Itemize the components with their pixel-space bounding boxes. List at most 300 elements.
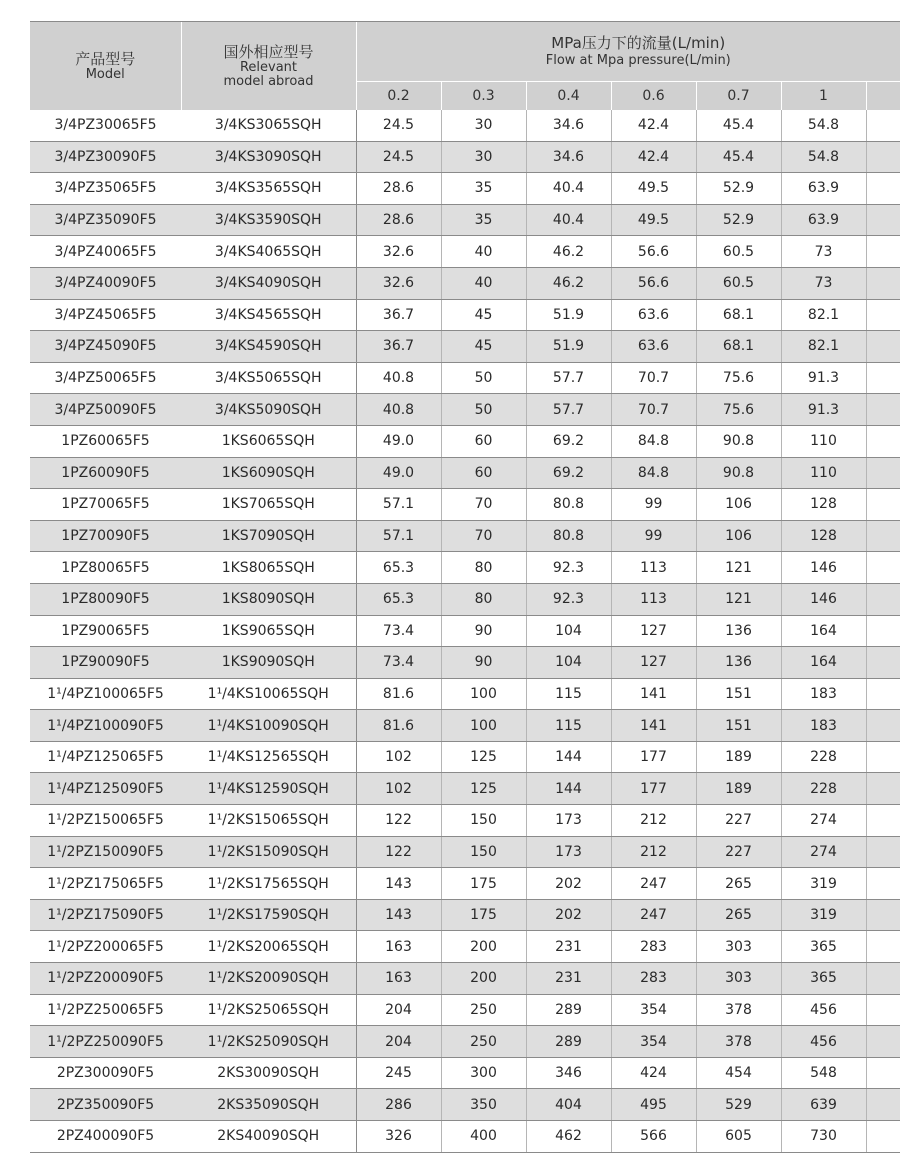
flow-value-cell: 202: [526, 899, 611, 931]
flow-value-cell: 99: [611, 489, 696, 521]
table-row: [30, 489, 900, 521]
table-row: [30, 552, 900, 584]
flow-value-cell: 60.5: [696, 236, 781, 268]
flow-value-cell: 548: [781, 1057, 866, 1089]
flow-value-cell: 346: [526, 1057, 611, 1089]
model-cell: 2PZ300090F5: [30, 1057, 181, 1089]
model-cell: 1PZ80065F5: [30, 552, 181, 584]
flow-value-cell: 164: [781, 615, 866, 647]
flow-value-cell: 65.3: [356, 583, 441, 615]
flow-value-cell: 42.4: [611, 141, 696, 173]
table-row: [30, 1121, 900, 1153]
flow-value-cell: 151: [696, 710, 781, 742]
abroad-model-cell: 1KS7065SQH: [181, 489, 356, 521]
flow-value-cell: 24.5: [356, 141, 441, 173]
flow-value-cell: 365: [781, 963, 866, 995]
flow-value-cell: 92.3: [526, 552, 611, 584]
model-cell: 1PZ70065F5: [30, 489, 181, 521]
flow-value-cell: 42.4: [611, 110, 696, 141]
flow-value-cell: 70: [441, 520, 526, 552]
flow-value-cell: 274: [781, 805, 866, 837]
flow-value-cell: 69.2: [526, 425, 611, 457]
flow-value-cell: 189: [696, 741, 781, 773]
flow-value-cell: 106: [696, 520, 781, 552]
flow-value-cell: [866, 299, 900, 331]
table-row: [30, 1026, 900, 1058]
flow-value-cell: [866, 583, 900, 615]
flow-value-cell: 57.1: [356, 520, 441, 552]
flow-value-cell: 136: [696, 615, 781, 647]
abroad-model-cell: 3/4KS3090SQH: [181, 141, 356, 173]
abroad-model-cell: 2KS30090SQH: [181, 1057, 356, 1089]
flow-value-cell: 28.6: [356, 204, 441, 236]
flow-value-cell: 121: [696, 583, 781, 615]
table-row: [30, 994, 900, 1026]
flow-value-cell: 163: [356, 931, 441, 963]
flow-value-cell: 36.7: [356, 331, 441, 363]
pressure-header-cell: 1: [781, 82, 866, 111]
flow-value-cell: 92.3: [526, 583, 611, 615]
flow-value-cell: 183: [781, 710, 866, 742]
flow-value-cell: 125: [441, 741, 526, 773]
flow-value-cell: 247: [611, 868, 696, 900]
flow-value-cell: 28.6: [356, 173, 441, 205]
flow-value-cell: 122: [356, 836, 441, 868]
flow-value-cell: 99: [611, 520, 696, 552]
flow-value-cell: 91.3: [781, 394, 866, 426]
flow-value-cell: 81.6: [356, 710, 441, 742]
flow-value-cell: 121: [696, 552, 781, 584]
flow-value-cell: [866, 394, 900, 426]
abroad-model-cell: 1KS7090SQH: [181, 520, 356, 552]
flow-value-cell: 175: [441, 868, 526, 900]
pressure-header-cell: 0.7: [696, 82, 781, 111]
flow-value-cell: 51.9: [526, 331, 611, 363]
flow-value-cell: 52.9: [696, 173, 781, 205]
flow-value-cell: 57.7: [526, 362, 611, 394]
table-row: [30, 1089, 900, 1121]
flow-value-cell: [866, 362, 900, 394]
flow-value-cell: 34.6: [526, 141, 611, 173]
flow-value-cell: 54.8: [781, 141, 866, 173]
flow-value-cell: 456: [781, 1026, 866, 1058]
flow-value-cell: 90: [441, 647, 526, 679]
flow-value-cell: 57.1: [356, 489, 441, 521]
flow-value-cell: [866, 994, 900, 1026]
flow-value-cell: 49.5: [611, 173, 696, 205]
flow-value-cell: 84.8: [611, 457, 696, 489]
model-cell: 1¹/4PZ125090F5: [30, 773, 181, 805]
flow-value-cell: [866, 141, 900, 173]
flow-value-cell: 82.1: [781, 299, 866, 331]
flow-value-cell: 35: [441, 173, 526, 205]
flow-value-cell: 115: [526, 710, 611, 742]
flow-value-cell: 326: [356, 1121, 441, 1153]
flow-value-cell: 84.8: [611, 425, 696, 457]
pressure-header-cell: 0.4: [526, 82, 611, 111]
model-cell: 1¹/2PZ175065F5: [30, 868, 181, 900]
model-column-header: [30, 22, 181, 110]
flow-value-cell: 730: [781, 1121, 866, 1153]
flow-value-cell: [866, 331, 900, 363]
flow-value-cell: 122: [356, 805, 441, 837]
flow-value-cell: 70.7: [611, 362, 696, 394]
model-cell: 3/4PZ40065F5: [30, 236, 181, 268]
table-row: [30, 394, 900, 426]
flow-value-cell: 424: [611, 1057, 696, 1089]
abroad-model-cell: 3/4KS4590SQH: [181, 331, 356, 363]
flow-value-cell: 54.8: [781, 110, 866, 141]
flow-value-cell: 100: [441, 678, 526, 710]
model-cell: 1¹/2PZ200090F5: [30, 963, 181, 995]
table-row: [30, 836, 900, 868]
flow-value-cell: 378: [696, 994, 781, 1026]
flow-value-cell: 70: [441, 489, 526, 521]
flow-value-cell: 80: [441, 583, 526, 615]
flow-value-cell: 40.8: [356, 362, 441, 394]
flow-value-cell: 110: [781, 425, 866, 457]
flow-value-cell: 60: [441, 425, 526, 457]
model-cell: 1¹/4PZ125065F5: [30, 741, 181, 773]
flow-value-cell: 46.2: [526, 267, 611, 299]
table-row: [30, 457, 900, 489]
flow-value-cell: 115: [526, 678, 611, 710]
flow-value-cell: 73.4: [356, 615, 441, 647]
table-row: [30, 425, 900, 457]
model-cell: 1PZ60090F5: [30, 457, 181, 489]
table-row: [30, 362, 900, 394]
model-cell: 1PZ70090F5: [30, 520, 181, 552]
abroad-model-cell: 1KS9065SQH: [181, 615, 356, 647]
table-row: [30, 299, 900, 331]
table-row: [30, 583, 900, 615]
flow-value-cell: 127: [611, 647, 696, 679]
flow-value-cell: 286: [356, 1089, 441, 1121]
flow-value-cell: [866, 868, 900, 900]
flow-value-cell: [866, 173, 900, 205]
model-cell: 1¹/2PZ150090F5: [30, 836, 181, 868]
flow-value-cell: 404: [526, 1089, 611, 1121]
flow-value-cell: 45: [441, 331, 526, 363]
flow-value-cell: 104: [526, 615, 611, 647]
flow-value-cell: 303: [696, 931, 781, 963]
model-cell: 1PZ60065F5: [30, 425, 181, 457]
flow-value-cell: 245: [356, 1057, 441, 1089]
flow-value-cell: 289: [526, 994, 611, 1026]
flow-value-cell: 605: [696, 1121, 781, 1153]
flow-value-cell: 32.6: [356, 267, 441, 299]
flow-value-cell: 173: [526, 836, 611, 868]
flow-value-cell: 228: [781, 773, 866, 805]
flow-value-cell: 51.9: [526, 299, 611, 331]
flow-value-cell: 40.4: [526, 173, 611, 205]
flow-value-cell: [866, 1121, 900, 1153]
abroad-model-cell: 3/4KS4065SQH: [181, 236, 356, 268]
flow-value-cell: 36.7: [356, 299, 441, 331]
flow-value-cell: 45.4: [696, 141, 781, 173]
flow-value-cell: [866, 678, 900, 710]
flow-value-cell: 50: [441, 394, 526, 426]
table-row: [30, 331, 900, 363]
flow-value-cell: [866, 425, 900, 457]
abroad-model-cell: 1KS8065SQH: [181, 552, 356, 584]
pressure-header-cell: [866, 82, 900, 111]
model-cell: 3/4PZ45065F5: [30, 299, 181, 331]
table-row: [30, 710, 900, 742]
model-cell: 3/4PZ30090F5: [30, 141, 181, 173]
model-cell: 3/4PZ40090F5: [30, 267, 181, 299]
flow-value-cell: 212: [611, 805, 696, 837]
flow-value-cell: 45.4: [696, 110, 781, 141]
flow-value-cell: [866, 741, 900, 773]
model-cell: 3/4PZ35065F5: [30, 173, 181, 205]
flow-value-cell: 91.3: [781, 362, 866, 394]
model-cell: 2PZ400090F5: [30, 1121, 181, 1153]
flow-value-cell: 63.9: [781, 173, 866, 205]
flow-value-cell: 24.5: [356, 110, 441, 141]
flow-value-cell: 143: [356, 899, 441, 931]
abroad-model-cell: 3/4KS4565SQH: [181, 299, 356, 331]
flow-value-cell: 265: [696, 899, 781, 931]
flow-value-cell: 163: [356, 963, 441, 995]
flow-value-cell: 68.1: [696, 331, 781, 363]
flow-value-cell: 231: [526, 931, 611, 963]
model-cell: 3/4PZ30065F5: [30, 110, 181, 141]
table-row: [30, 678, 900, 710]
abroad-model-cell: 1¹/2KS17590SQH: [181, 899, 356, 931]
flow-value-cell: 40.4: [526, 204, 611, 236]
flow-value-cell: 30: [441, 141, 526, 173]
flow-value-cell: 228: [781, 741, 866, 773]
flow-value-cell: 456: [781, 994, 866, 1026]
abroad-model-cell: 1¹/2KS25065SQH: [181, 994, 356, 1026]
flow-value-cell: 354: [611, 1026, 696, 1058]
flow-value-cell: 40: [441, 236, 526, 268]
flow-value-cell: 378: [696, 1026, 781, 1058]
flow-value-cell: 204: [356, 1026, 441, 1058]
flow-value-cell: 125: [441, 773, 526, 805]
flow-value-cell: 63.9: [781, 204, 866, 236]
flow-value-cell: 462: [526, 1121, 611, 1153]
model-cell: 1¹/2PZ250090F5: [30, 1026, 181, 1058]
flow-value-cell: 202: [526, 868, 611, 900]
flow-value-cell: 300: [441, 1057, 526, 1089]
flow-value-cell: 639: [781, 1089, 866, 1121]
flow-value-cell: 60: [441, 457, 526, 489]
flow-value-cell: 102: [356, 773, 441, 805]
flow-value-cell: 73: [781, 267, 866, 299]
model-cell: 1PZ90065F5: [30, 615, 181, 647]
flow-value-cell: 365: [781, 931, 866, 963]
flow-value-cell: 40.8: [356, 394, 441, 426]
abroad-model-cell: 1¹/2KS15065SQH: [181, 805, 356, 837]
pressure-header-cell: 0.6: [611, 82, 696, 111]
table-row: [30, 963, 900, 995]
flow-value-cell: [866, 489, 900, 521]
model-cell: 2PZ350090F5: [30, 1089, 181, 1121]
flow-value-cell: 183: [781, 678, 866, 710]
flow-value-cell: [866, 457, 900, 489]
flow-value-cell: 128: [781, 520, 866, 552]
flow-value-cell: 56.6: [611, 236, 696, 268]
abroad-model-cell: 3/4KS3065SQH: [181, 110, 356, 141]
flow-column-header: [356, 22, 900, 82]
flow-value-cell: [866, 836, 900, 868]
flow-value-cell: 146: [781, 583, 866, 615]
flow-value-cell: [866, 615, 900, 647]
flow-value-cell: 141: [611, 710, 696, 742]
flow-value-cell: 454: [696, 1057, 781, 1089]
pressure-header-cell: 0.3: [441, 82, 526, 111]
abroad-model-cell: 1¹/4KS10090SQH: [181, 710, 356, 742]
abroad-model-cell: 1¹/2KS15090SQH: [181, 836, 356, 868]
model-cell: 3/4PZ50090F5: [30, 394, 181, 426]
flow-value-cell: 164: [781, 647, 866, 679]
flow-value-cell: 144: [526, 773, 611, 805]
abroad-model-cell: 1¹/2KS20065SQH: [181, 931, 356, 963]
flow-value-cell: 177: [611, 773, 696, 805]
model-cell: 3/4PZ35090F5: [30, 204, 181, 236]
flow-value-cell: 143: [356, 868, 441, 900]
abroad-model-cell: 1¹/4KS12565SQH: [181, 741, 356, 773]
model-cell: 1¹/2PZ150065F5: [30, 805, 181, 837]
flow-value-cell: 70.7: [611, 394, 696, 426]
flow-value-cell: 45: [441, 299, 526, 331]
flow-value-cell: 231: [526, 963, 611, 995]
flow-value-cell: 50: [441, 362, 526, 394]
model-cell: 1PZ80090F5: [30, 583, 181, 615]
flow-value-cell: 400: [441, 1121, 526, 1153]
flow-value-cell: 52.9: [696, 204, 781, 236]
flow-value-cell: [866, 963, 900, 995]
flow-header-en: Flow at Mpa pressure(L/min): [545, 53, 731, 68]
flow-value-cell: [866, 267, 900, 299]
flow-value-cell: [866, 1089, 900, 1121]
flow-value-cell: 63.6: [611, 331, 696, 363]
flow-value-cell: 354: [611, 994, 696, 1026]
flow-value-cell: 247: [611, 899, 696, 931]
model-cell: 3/4PZ45090F5: [30, 331, 181, 363]
flow-value-cell: 100: [441, 710, 526, 742]
flow-table: [30, 22, 900, 1153]
flow-value-cell: 35: [441, 204, 526, 236]
flow-value-cell: 106: [696, 489, 781, 521]
flow-value-cell: 200: [441, 931, 526, 963]
model-cell: 1¹/4PZ100090F5: [30, 710, 181, 742]
flow-value-cell: [866, 204, 900, 236]
flow-value-cell: 75.6: [696, 362, 781, 394]
flow-value-cell: 30: [441, 110, 526, 141]
flow-value-cell: 113: [611, 583, 696, 615]
table-row: [30, 868, 900, 900]
flow-value-cell: 274: [781, 836, 866, 868]
flow-value-cell: 63.6: [611, 299, 696, 331]
abroad-model-cell: 2KS40090SQH: [181, 1121, 356, 1153]
flow-value-cell: 212: [611, 836, 696, 868]
table-row: [30, 615, 900, 647]
flow-value-cell: 49.0: [356, 425, 441, 457]
flow-value-cell: 68.1: [696, 299, 781, 331]
model-cell: 1¹/2PZ175090F5: [30, 899, 181, 931]
flow-value-cell: 65.3: [356, 552, 441, 584]
abroad-model-cell: 3/4KS5065SQH: [181, 362, 356, 394]
abroad-model-cell: 1¹/2KS20090SQH: [181, 963, 356, 995]
flow-value-cell: 144: [526, 741, 611, 773]
flow-value-cell: 80: [441, 552, 526, 584]
flow-value-cell: 283: [611, 931, 696, 963]
flow-value-cell: 110: [781, 457, 866, 489]
flow-value-cell: 60.5: [696, 267, 781, 299]
flow-value-cell: 303: [696, 963, 781, 995]
table-row: [30, 741, 900, 773]
flow-value-cell: 102: [356, 741, 441, 773]
table-row: [30, 899, 900, 931]
table-row: [30, 773, 900, 805]
flow-value-cell: [866, 899, 900, 931]
flow-value-cell: 113: [611, 552, 696, 584]
flow-value-cell: 173: [526, 805, 611, 837]
pressure-header-cell: 0.2: [356, 82, 441, 111]
abroad-model-cell: 1¹/2KS25090SQH: [181, 1026, 356, 1058]
model-header-en: Model: [85, 67, 125, 82]
flow-value-cell: [866, 647, 900, 679]
flow-value-cell: [866, 1026, 900, 1058]
table-row: [30, 110, 900, 141]
flow-value-cell: 40: [441, 267, 526, 299]
flow-value-cell: 175: [441, 899, 526, 931]
flow-value-cell: 529: [696, 1089, 781, 1121]
model-cell: 1PZ90090F5: [30, 647, 181, 679]
abroad-model-cell: 1KS6090SQH: [181, 457, 356, 489]
table-row: [30, 805, 900, 837]
flow-value-cell: 289: [526, 1026, 611, 1058]
flow-value-cell: 34.6: [526, 110, 611, 141]
flow-value-cell: 146: [781, 552, 866, 584]
abroad-header-cn: 国外相应型号: [223, 43, 314, 61]
flow-value-cell: [866, 805, 900, 837]
flow-value-cell: 265: [696, 868, 781, 900]
flow-value-cell: [866, 236, 900, 268]
flow-value-cell: 57.7: [526, 394, 611, 426]
flow-value-cell: 495: [611, 1089, 696, 1121]
table-row: [30, 931, 900, 963]
flow-value-cell: 250: [441, 1026, 526, 1058]
flow-value-cell: 150: [441, 836, 526, 868]
flow-value-cell: [866, 931, 900, 963]
flow-value-cell: 136: [696, 647, 781, 679]
abroad-model-cell: 1¹/4KS10065SQH: [181, 678, 356, 710]
flow-table-container: [30, 22, 900, 1153]
flow-value-cell: 566: [611, 1121, 696, 1153]
flow-value-cell: 49.5: [611, 204, 696, 236]
abroad-model-cell: 3/4KS3590SQH: [181, 204, 356, 236]
table-row: [30, 520, 900, 552]
flow-header-cn: MPa压力下的流量(L/min): [551, 34, 726, 52]
abroad-model-cell: 2KS35090SQH: [181, 1089, 356, 1121]
table-row: [30, 141, 900, 173]
flow-value-cell: 350: [441, 1089, 526, 1121]
flow-value-cell: 127: [611, 615, 696, 647]
table-row: [30, 1057, 900, 1089]
flow-value-cell: 32.6: [356, 236, 441, 268]
flow-value-cell: 150: [441, 805, 526, 837]
flow-value-cell: 177: [611, 741, 696, 773]
flow-value-cell: 283: [611, 963, 696, 995]
flow-value-cell: [866, 1057, 900, 1089]
abroad-model-cell: 3/4KS5090SQH: [181, 394, 356, 426]
flow-value-cell: 75.6: [696, 394, 781, 426]
abroad-header-en-1: Relevant: [239, 60, 298, 75]
